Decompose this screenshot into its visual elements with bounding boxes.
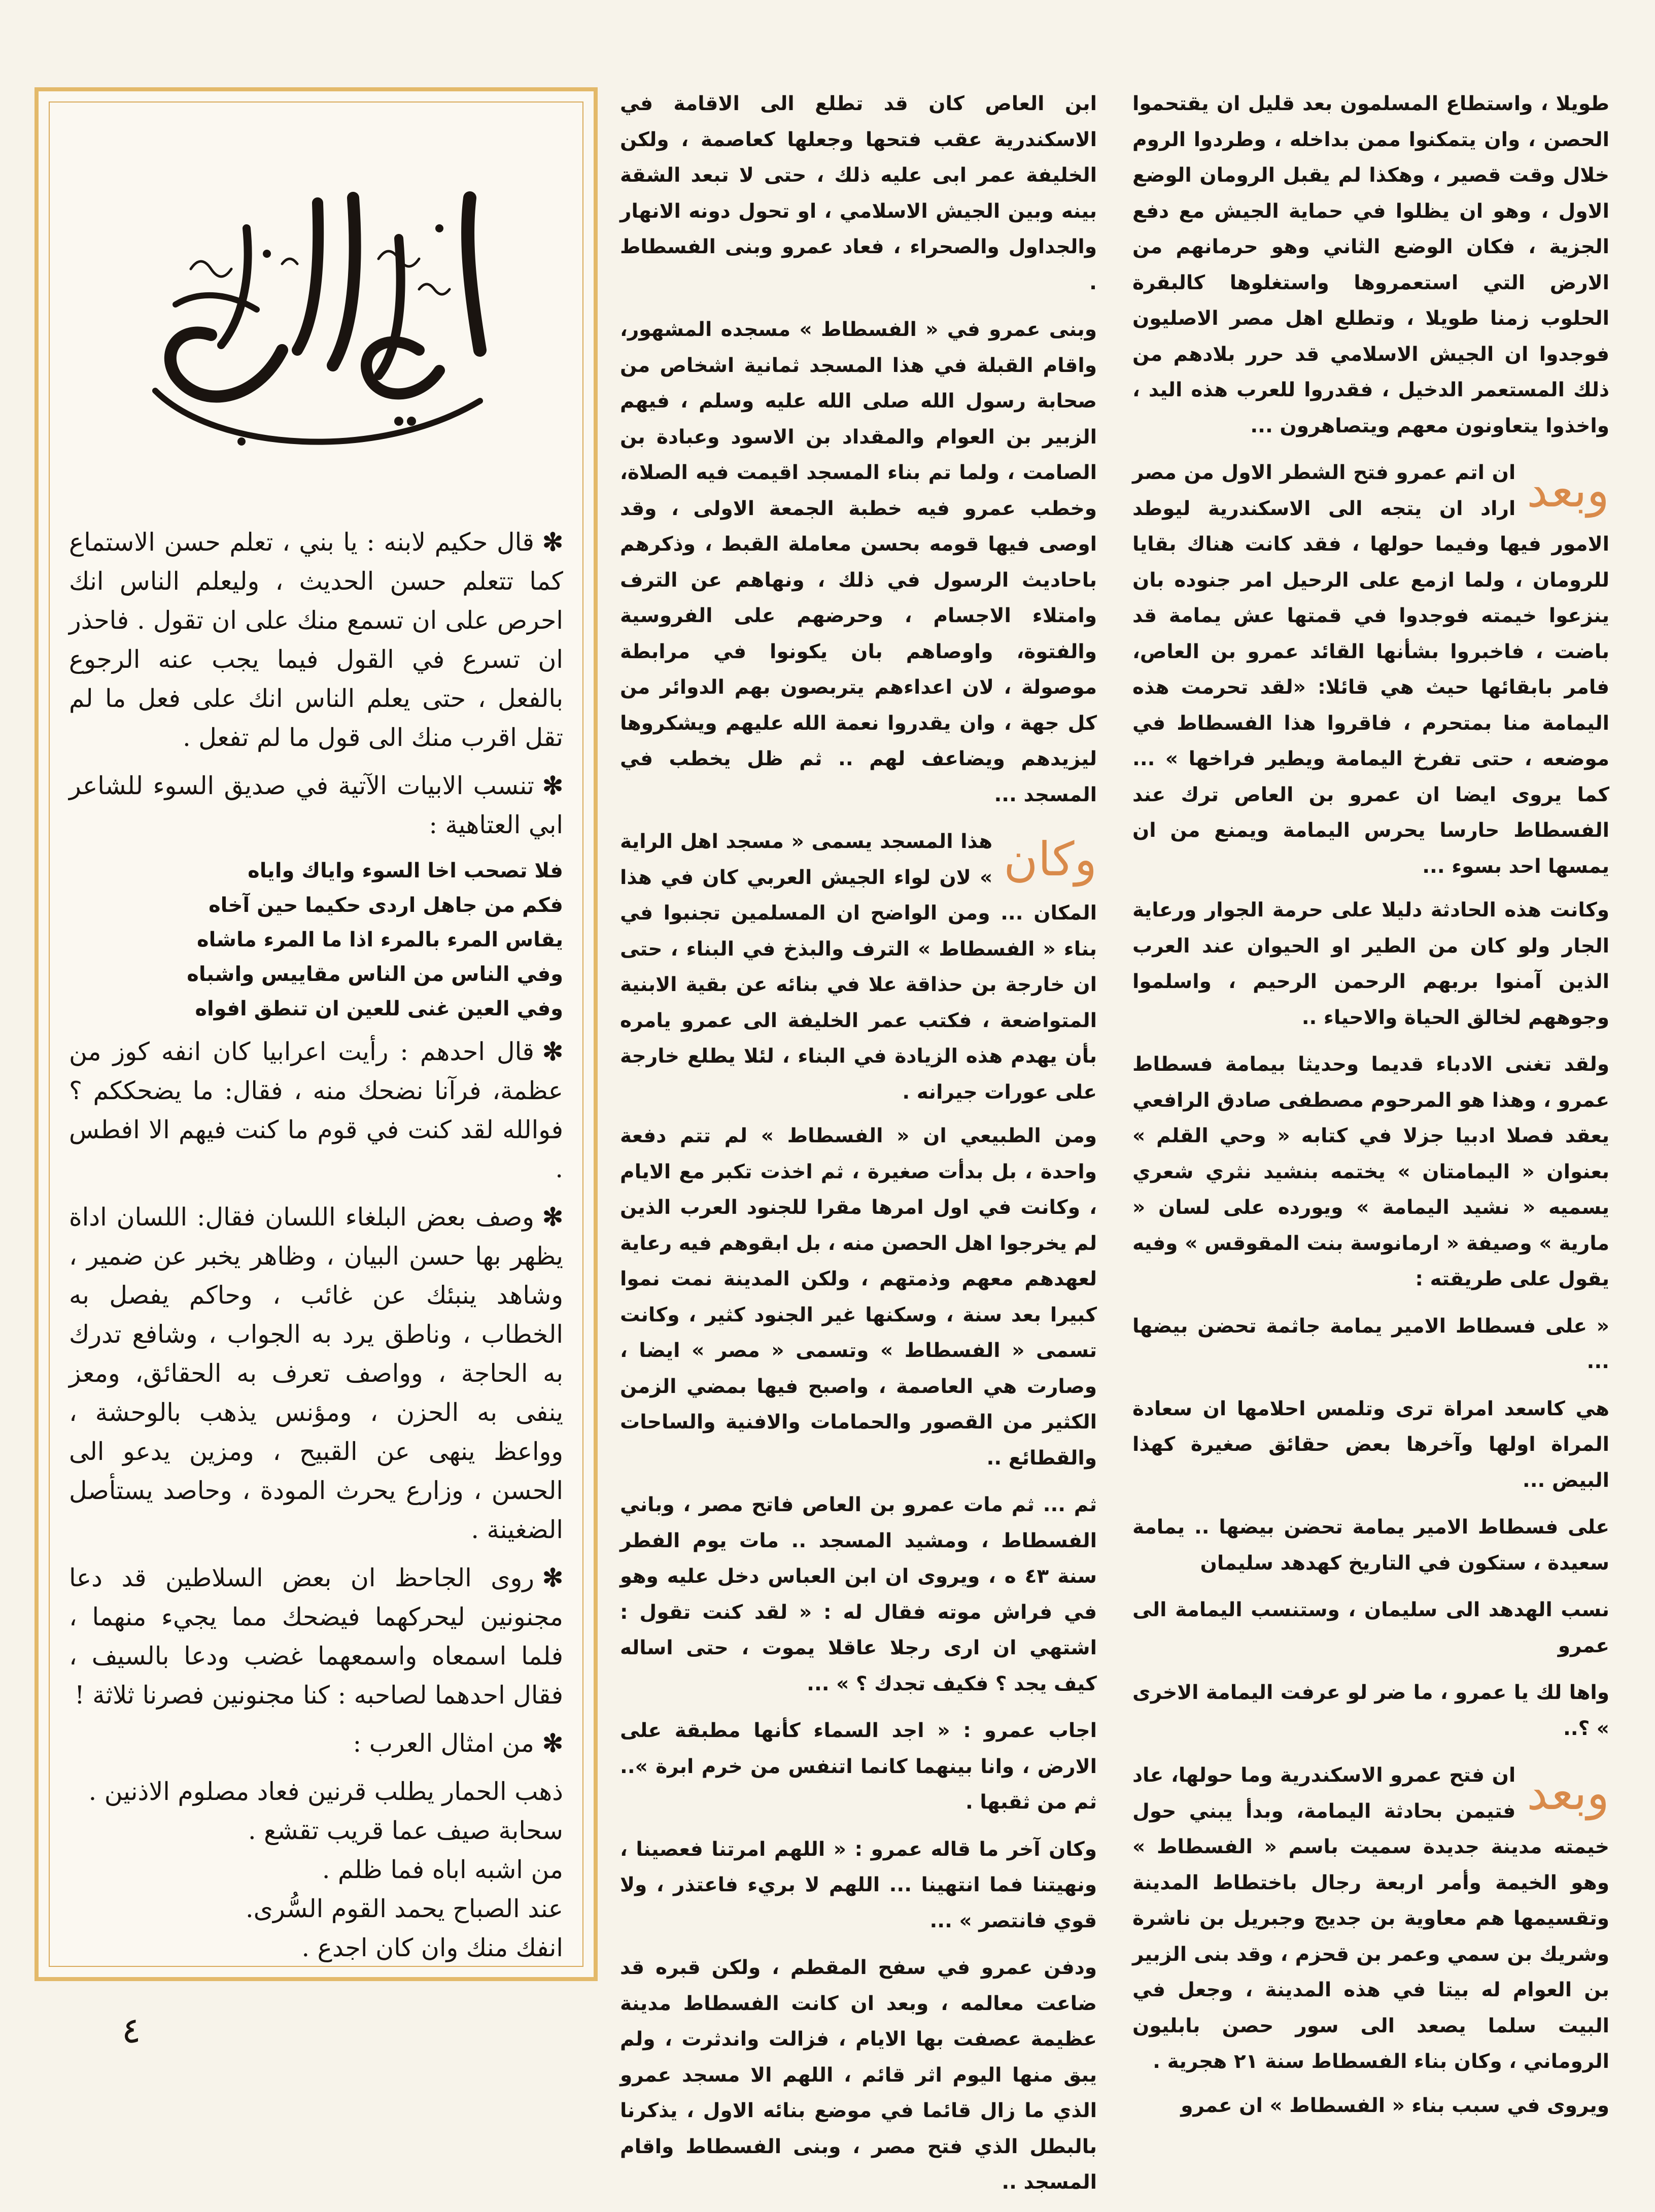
sidebar-box [35, 87, 598, 1981]
article-paragraph: وبعد ان فتح عمرو الاسكندرية وما حولها، عاد فتيمن بحادثة اليمامة، وبدأ يبني حول خيمته مدينة جديدة سميت باسم « الفسطاط » وهو الخيمة وأمر اربعة رجال باختطاط المدينة وتقسيمها هم معاوية بن جديج وجبريل بن ناشرة وشريك بن سمي وعمر بن قحزم ، وقد بنى الزبير بن العوام له بيتا في هذه المدينة ، وجعل في البيت سلما يصعد الى سور حصن بابليون الروماني ، وكان بناء الفسطاط سنة ٢١ هجرية . [1132, 1758, 1609, 2080]
proverb-line: من اشبه اباه فما ظلم . [322, 1855, 563, 1884]
poem-verses [69, 854, 563, 1026]
article-paragraph: وكان آخر ما قاله عمرو : « اللهم امرتنا فعصينا ، ونهيتنا فما انتهينا ... اللهم لا بريء فاعتذر ، ولا قوي فانتصر » ... [620, 1837, 1097, 1932]
article-paragraph: ابن العاص كان قد تطلع الى الاقامة في الاسكندرية عقب فتحها وجعلها كعاصمة ، ولكن الخليفة عمر ابى عليه ذلك ، حتى لا تبعد الشقة بينه وبين الجيش الاسلامي ، او تحول دونه الانهار والجداول والصحراء ، فعاد عمرو وبنى الفسطاط . [620, 92, 1097, 294]
article-paragraph: ويروى في سبب بناء « الفسطاط » ان عمرو [1181, 2094, 1609, 2117]
article-paragraph: طويلا ، واستطاع المسلمون بعد قليل ان يقتحموا الحصن ، وان يتمكنوا ممن بداخله ، وطردوا الروم خلال وقت قصير ، وهكذا لم يقبل الرومان الوضع الاول ، وهو ان يظلوا في حماية الجيش مع دفع الجزية ، فكان الوضع الثاني وهو حرمانهم من الارض التي استعمروها واستغلوها كالبقرة الحلوب زمنا طويلا ، وتطلع اهل مصر الاصليون فوجدوا ان الجيش الاسلامي قد حرر بلادهم من ذلك المستعمر الدخيل ، فقدروا للعرب هذه اليد ، واخذوا يتعاونون معهم ويتصاهرون ... [1132, 92, 1609, 437]
asterisk-icon: ✻ [542, 1202, 563, 1232]
quote-paragraph: نسب الهدهد الى سليمان ، وستنسب اليمامة الى عمرو [1132, 1598, 1609, 1657]
proverb-line: عند الصباح يحمد القوم السُّرى. [246, 1894, 563, 1923]
asterisk-icon: ✻ [542, 1728, 563, 1758]
asterisk-icon: ✻ [542, 1563, 563, 1592]
asterisk-icon: ✻ [542, 1037, 563, 1066]
poem-line: فلا تصحب اخا السوء واياك واياه [248, 859, 563, 882]
article-paragraph: ومن الطبيعي ان « الفسطاط » لم تتم دفعة واحدة ، بل بدأت صغيرة ، ثم اخذت تكبر مع الايام ، وكانت في اول امرها مقرا للجنود العرب الذين لم يخرجوا اهل الحصن منه ، بل ابقوهم فيه رعاية لعهدهم معهم وذمتهم ، ولكن المدينة نمت نموا كبيرا بعد سنة ، وسكنها غير الجنود كثير ، وكانت تسمى « الفسطاط » وتسمى « مصر » ايضا ، وصارت هي العاصمة ، واصبح فيها بمضي الزمن الكثير من القصور والحمامات والافنية والساحات والقطائع .. [620, 1125, 1097, 1470]
dropcap-heading: وبعد [1527, 1766, 1609, 1820]
poem-line: وفي الناس من الناس مقاييس واشباه [187, 963, 563, 986]
article-paragraph: ولقد تغنى الادباء قديما وحديثا بيمامة فسطاط عمرو ، وهذا هو المرحوم مصطفى صادق الرافعي يعقد فصلا ادبيا جزلا في كتابه « وحي القلم » بعنوان « اليمامتان » يختمه بنشيد نثري شعري يسميه « نشيد اليمامة » ويورده على لسان « مارية » وصيفة « ارمانوسة بنت المقوقس » وفيه يقول على طريقته : [1132, 1053, 1609, 1290]
sidebar-item: ✻وصف بعض البلغاء اللسان فقال: اللسان اداة يظهر بها حسن البيان ، وظاهر يخبر عن ضمير ، وشاهد ينبئك عن غائب ، وحاكم يفصل به الخطاب ، وناطق يرد به الجواب ، وشافع تدرك به الحاجة ، وواصف تعرف به الحقائق، ومعز ينفى به الحزن ، ومؤنس يذهب بالوحشة ، وواعظ ينهى عن القبيح ، ومزين يدعو الى الحسن ، وزارع يحرث المودة ، وحاصد يستأصل الضغينة . [69, 1202, 563, 1544]
poem-line: وفي العين غنى للعين ان تنطق افواه [195, 997, 563, 1020]
sidebar-item: ✻قال احدهم : رأيت اعرابيا كان انفه كوز من عظمة، فرآنا نضحك منه ، فقال: ما يضحككم ؟ فوالله لقد كنت في قوم ما كنت فيهم الا افطس . [69, 1037, 563, 1183]
article-paragraph: ثم ... ثم مات عمرو بن العاص فاتح مصر ، وباني الفسطاط ، ومشيد المسجد .. مات يوم الفطر سنة ٤٣ ه ، ويروى ان ابن العباس دخل عليه وهو في فراش موته فقال له : « لقد كنت تقول : اشتهي ان ارى رجلا عاقلا يموت ، حتى اساله كيف يجد ؟ فكيف تجدك ؟ » ... [620, 1493, 1097, 1695]
dropcap-heading: وبعد [1527, 463, 1609, 518]
quote-paragraph: هي كاسعد امراة ترى وتلمس احلامها ان سعادة المراة اولها وآخرها بعض حقائق صغيرة كهذا البيض ... [1132, 1397, 1609, 1492]
sidebar-item: ✻روى الجاحظ ان بعض السلاطين قد دعا مجنونين ليحركهما فيضحك مما يجيء منهما ، فلما اسمعاه واسمعهما غضب ودعا بالسيف ، فقال احدهما لصاحبه : كنا مجنونين فصرنا ثلاثة ! [69, 1563, 563, 1710]
middle-article-column [620, 86, 1097, 2212]
asterisk-icon: ✻ [542, 527, 563, 557]
dropcap-heading: وكان [1004, 832, 1097, 887]
quote-paragraph: « على فسطاط الامير يمامة جاثمة تحضن بيضها ... [1132, 1314, 1609, 1373]
poem-line: فكم من جاهل اردى حكيما حين آخاه [209, 894, 563, 917]
quote-paragraph: على فسطاط الامير يمامة تحضن بيضها .. يمامة سعيدة ، ستكون في التاريخ كهدهد سليمان [1132, 1516, 1609, 1575]
article-paragraph: ودفن عمرو في سفح المقطم ، ولكن قبره قد ضاعت معالمه ، وبعد ان كانت الفسطاط مدينة عظيمة عصفت بها الايام ، فزالت واندثرت ، ولم يبق منها اليوم اثر قائم ، اللهم الا مسجد عمرو الذي ما زال قائما في موضع بنائه الاول ، يذكرنا بالبطل الذي فتح مصر ، وبنى الفسطاط واقام المسجد .. [620, 1956, 1097, 2194]
poem-line: يقاس المرء بالمرء اذا ما المرء ماشاه [196, 928, 563, 951]
calligraphy-title-art [115, 137, 521, 482]
sidebar-item: ✻قال حكيم لابنه : يا بني ، تعلم حسن الاستماع كما تتعلم حسن الحديث ، وليعلم الناس انك احرص على ان تسمع منك على ان تقول . فاحذر ان تسرع في القول فيما يجب عنه الرجوع بالفعل ، حتى يعلم الناس انك على فعل ما لم تقل اقرب منك الى قول ما لم تفعل . [69, 527, 563, 752]
sidebar-text [69, 523, 563, 1967]
sidebar-item: ✻من امثال العرب : [353, 1728, 563, 1758]
proverb-line: انفك منك وان كان اجدع . [301, 1933, 563, 1962]
article-paragraph: وكانت هذه الحادثة دليلا على حرمة الجوار ورعاية الجار ولو كان من الطير او الحيوان عند العرب الذين آمنوا بربهم الرحمن الرحيم ، واسلموا وجوههم لخالق الحياة والاحياء .. [1132, 899, 1609, 1029]
article-paragraph: وبنى عمرو في « الفسطاط » مسجده المشهور، واقام القبلة في هذا المسجد ثمانية اشخاص من صحابة رسول الله صلى الله عليه وسلم ، فيهم الزبير بن العوام والمقداد بن الاسود وعبادة بن الصامت ، ولما تم بناء المسجد اقيمت فيه الصلاة، وخطب عمرو فيه خطبة الجمعة الاولى ، وقد اوصى فيها قومه بحسن معاملة القبط ، وذكرهم باحاديث الرسول في ذلك ، ونهاهم عن الترف وامتلاء الاجسام ، وحرضهم على الفروسية والفتوة، واوصاهم بان يكونوا في مرابطة موصولة ، لان اعداءهم يتربصون بهم الدوائر من كل جهة ، وان يقدروا نعمة الله عليهم ويشكروها ليزيدهم ويضاعف لهم .. ثم ظل يخطب في المسجد ... [620, 318, 1097, 806]
asterisk-icon: ✻ [542, 771, 563, 800]
sidebar-item: ✻تنسب الابيات الآتية في صديق السوء للشاعر ابي العتاهية : [69, 771, 563, 839]
proverb-line: ذهب الحمار يطلب قرنين فعاد مصلوم الاذنين . [88, 1777, 563, 1806]
proverb-line: سحابة صيف عما قريب تقشع . [248, 1816, 563, 1845]
article-paragraph: اجاب عمرو : « اجد السماء كأنها مطبقة على الارض ، وانا بينهما كانما اتنفس من خرم ابرة ».. ثم من ثقبها . [620, 1719, 1097, 1814]
right-article-column [1132, 86, 1609, 2135]
page-number: ٤ [122, 2010, 141, 2051]
article-paragraph: وبعد ان اتم عمرو فتح الشطر الاول من مصر اراد ان يتجه الى الاسكندرية ليوطد الامور فيها وفيما حولها ، فقد كانت هناك بقايا للرومان ، ولما ازمع على الرحيل امر جنوده بان ينزعوا خيمته فوجدوا في قمتها عش يمامة قد باضت ، فاخبروا بشأنها القائد عمرو بن العاص، فامر بابقائها حيث هي قائلا: «لقد تحرمت هذه اليمامة منا بمتحرم ، فاقروا هذا الفسطاط في موضعه ، حتى تفرخ اليمامة ويطير فراخها » ... كما يروى ايضا ان عمرو بن العاص ترك عند الفسطاط حارسا يحرس اليمامة ويمنع من ان يمسها احد بسوء ... [1132, 455, 1609, 884]
quote-paragraph: واها لك يا عمرو ، ما ضر لو عرفت اليمامة الاخرى » ؟.. [1132, 1681, 1609, 1740]
article-paragraph: وكان هذا المسجد يسمى « مسجد اهل الراية » لان لواء الجيش العربي كان في هذا المكان ... ومن الواضح ان المسلمين تجنبوا في بناء « الفسطاط » الترف والبذخ في البناء ، حتى ان خارجة بن حذاقة علا في بنائه عن بقية الابنية المتواضعة ، فكتب عمر الخليفة الى عمرو يامره بأن يهدم هذه الزيادة في البناء ، لئلا يطلع خارجة على عورات جيرانه . [620, 824, 1097, 1110]
